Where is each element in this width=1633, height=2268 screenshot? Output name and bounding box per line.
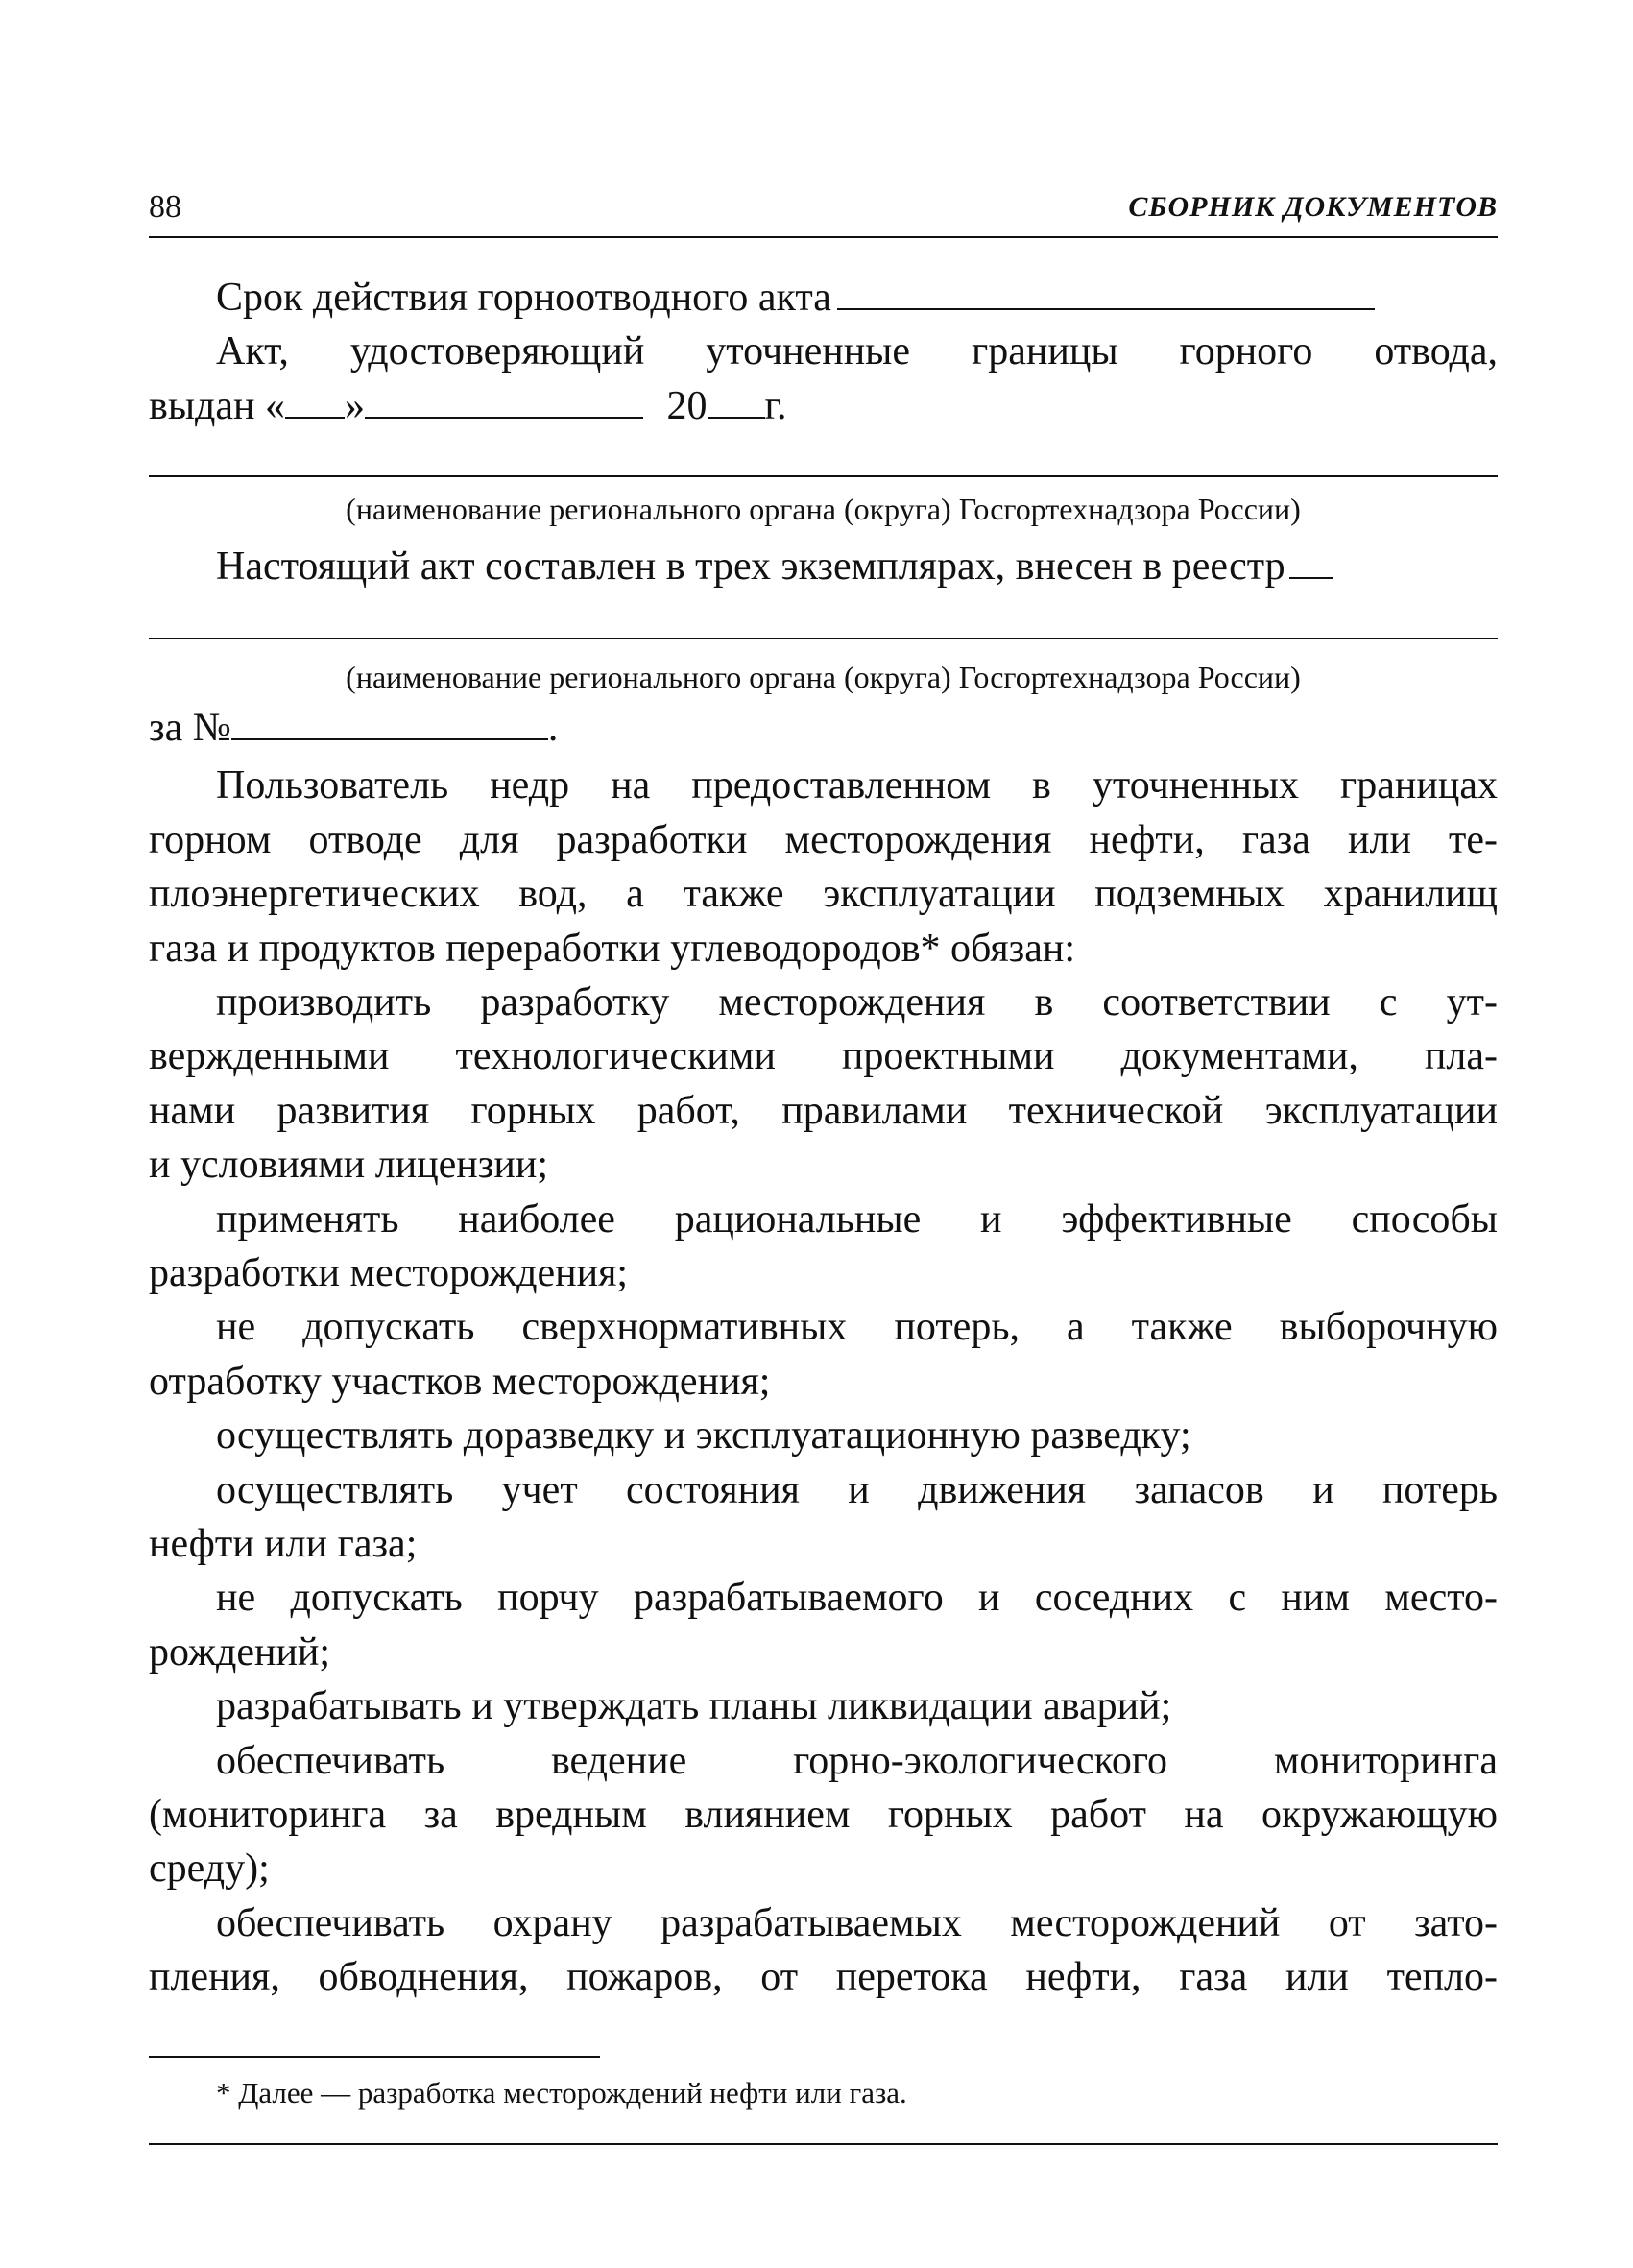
body-line: не допускать порчу разрабатываемого и соседних с ним место- (216, 1576, 1498, 1620)
term-line (216, 269, 1498, 326)
issued-year-prefix: 20 (666, 384, 708, 428)
term-blank (837, 270, 1375, 310)
issuing-authority-caption: (наименование регионального органа (округа) Госгортехнадзора России) (346, 492, 1301, 526)
body-line: разработки месторождения; (149, 1251, 629, 1295)
act-line-1: Акт, удостоверяющий уточненные границы горного отвода, (216, 329, 1498, 374)
issued-day-blank (285, 378, 345, 419)
body-line: среду); (149, 1846, 270, 1891)
page-number: 88 (149, 189, 181, 225)
bottom-rule (149, 2143, 1498, 2145)
body-line: пления, обводнения, пожаров, от перетока нефти, газа или тепло- (149, 1955, 1498, 1999)
body-line: разрабатывать и утверждать планы ликвидации аварий; (216, 1684, 1172, 1728)
term-label: Срок действия горноотводного акта (216, 276, 831, 320)
running-head (149, 188, 1498, 236)
issued-quote-close: » (345, 384, 366, 428)
issued-year-suffix: г. (764, 384, 787, 428)
issued-line (149, 377, 1498, 435)
issued-month-blank (365, 378, 643, 419)
running-title: СБОРНИК ДОКУМЕНТОВ (1128, 191, 1498, 223)
issued-prefix: выдан « (149, 384, 286, 428)
body-line: нами развития горных работ, правилами технической эксплуатации (149, 1089, 1498, 1133)
body-line: плоэнергетических вод, а также эксплуатации подземных хранилищ (149, 872, 1498, 916)
body-line: отработку участков месторождения; (149, 1360, 771, 1404)
body-line: (мониторинга за вредным влиянием горных работ на окружающую (149, 1793, 1498, 1837)
footnote-rule (149, 2056, 600, 2058)
body-line: осуществлять учет состояния и движения запасов и потерь (216, 1468, 1498, 1512)
body-line: применять наиболее рациональные и эффективные способы (216, 1197, 1498, 1242)
header-rule (149, 236, 1498, 238)
number-prefix: за № (149, 706, 231, 750)
body-line: и условиями лицензии; (149, 1143, 549, 1187)
body-line: обеспечивать охрану разрабатываемых месторождений от зато- (216, 1901, 1498, 1945)
registry-blank (1289, 539, 1333, 579)
number-suffix: . (547, 706, 559, 750)
body-line: осуществлять доразведку и эксплуатационную разведку; (216, 1413, 1191, 1458)
registry-authority-caption: (наименование регионального органа (округа) Госгортехнадзора России) (346, 660, 1301, 694)
number-line (149, 699, 1498, 757)
registry-authority-rule (149, 638, 1498, 639)
body-line: горном отводе для разработки месторождения нефти, газа или те- (149, 818, 1498, 862)
registry-text: Настоящий акт составлен в трех экземплярах, внесен в реестр (216, 544, 1285, 589)
body-line: производить разработку месторождения в соответствии с ут- (216, 980, 1498, 1025)
body-line: вержденными технологическими проектными документами, пла- (149, 1034, 1498, 1078)
footnote: * Далее — разработка месторождений нефти или газа. (216, 2076, 907, 2110)
body-line: обеспечивать ведение горно-экологического мониторинга (216, 1739, 1498, 1783)
issuing-authority-rule (149, 475, 1498, 477)
body-line: рождений; (149, 1630, 331, 1675)
body-line: не допускать сверхнормативных потерь, а также выборочную (216, 1305, 1498, 1349)
number-blank (231, 700, 548, 740)
body-line: нефти или газа; (149, 1522, 418, 1566)
issued-year-blank (708, 378, 765, 419)
body-line: газа и продуктов переработки углеводородов* обязан: (149, 927, 1076, 971)
body-line: Пользователь недр на предоставленном в уточненных границах (216, 763, 1498, 808)
registry-line (216, 538, 1498, 595)
